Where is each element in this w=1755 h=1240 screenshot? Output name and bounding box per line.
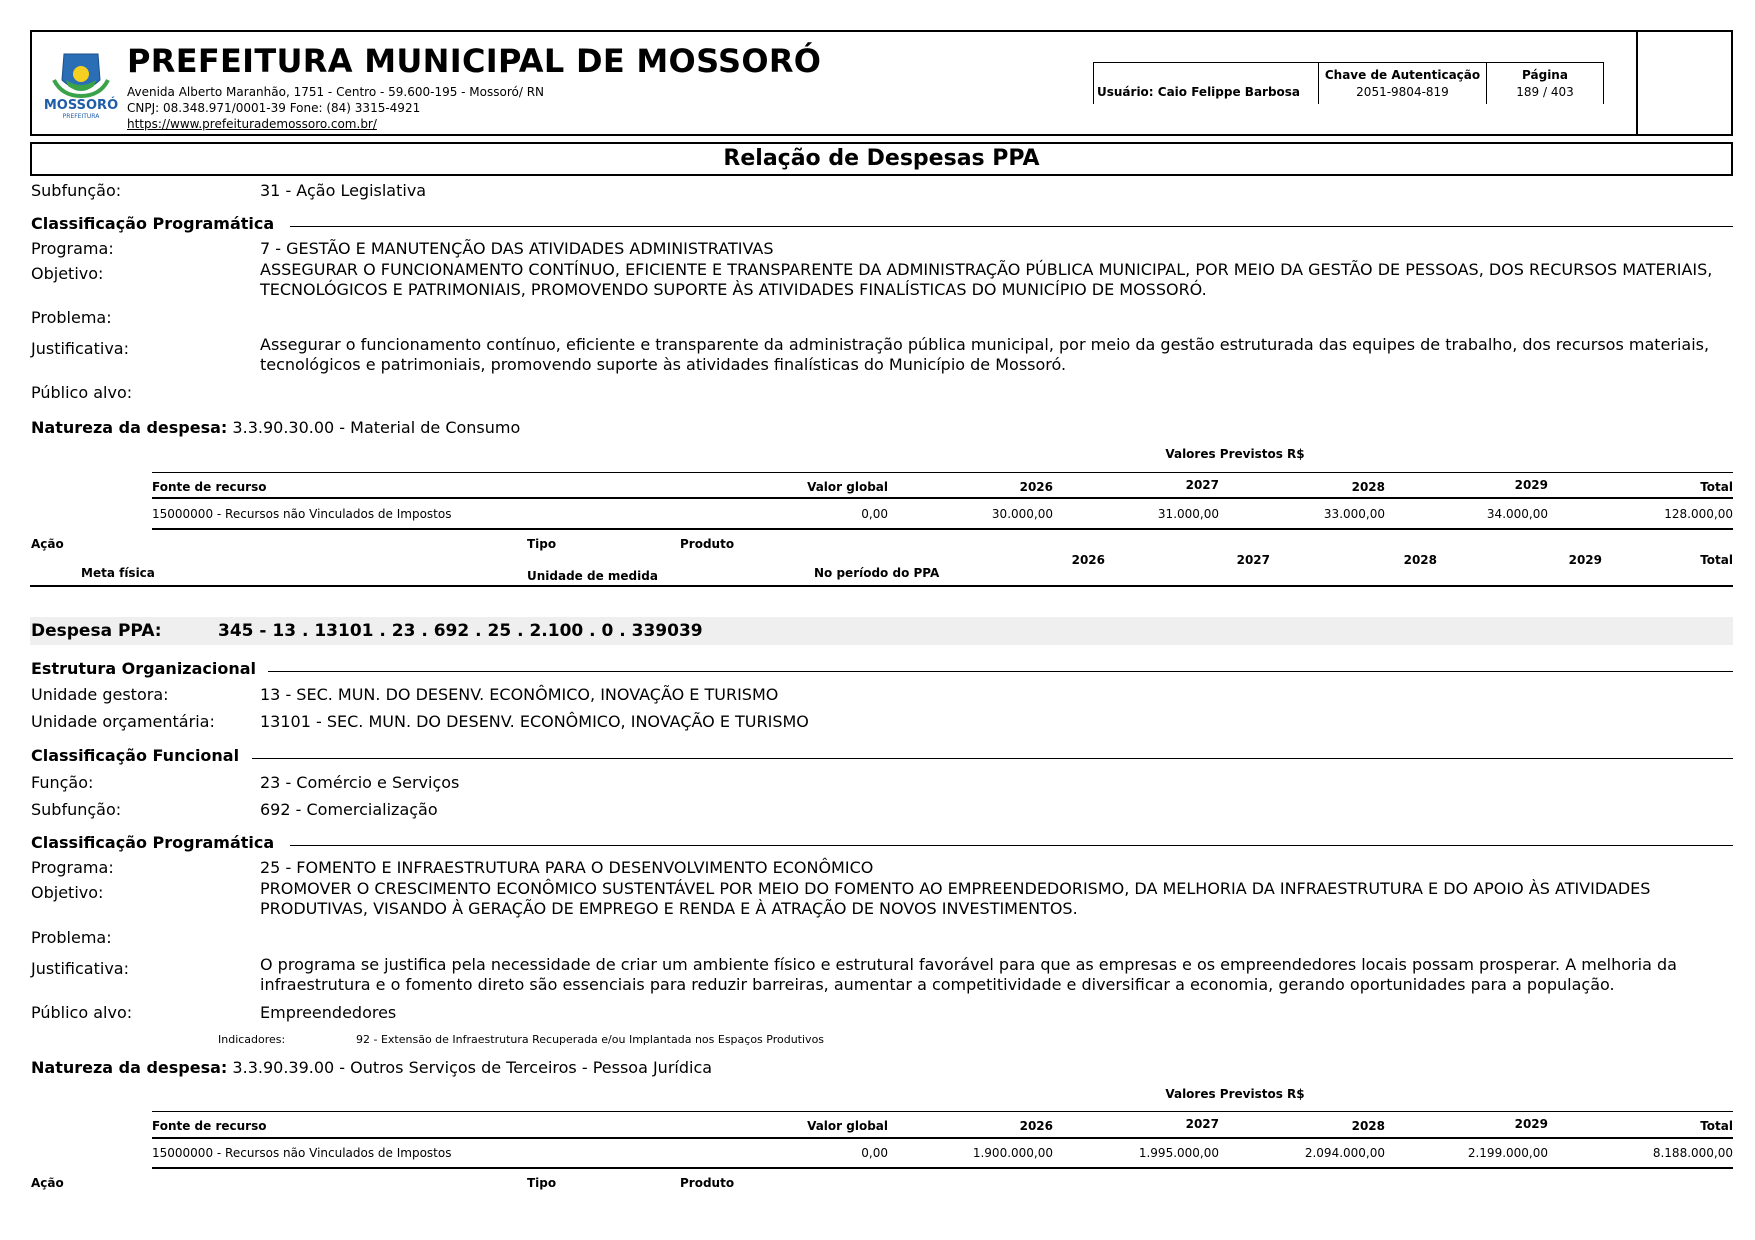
table-row-valor-global: 0,00 [861, 507, 888, 521]
org-address: Avenida Alberto Maranhão, 1751 - Centro - 59.600-195 - Mossoró/ RN [127, 85, 545, 99]
col-fonte: Fonte de recurso [152, 480, 267, 494]
table-row-2028: 2.094.000,00 [1304, 1146, 1385, 1160]
acao-header: Ação [31, 1176, 64, 1190]
objetivo-label: Objetivo: [31, 883, 104, 902]
table-row-2027: 1.995.000,00 [1138, 1146, 1219, 1160]
table-row-fonte: 15000000 - Recursos não Vinculados de Impostos [152, 507, 452, 521]
produto-header: Produto [680, 537, 735, 551]
table-row-total: 128.000,00 [1664, 507, 1733, 521]
acao-header: Ação [31, 537, 64, 551]
subfuncao-label: Subfunção: [31, 181, 122, 200]
col-2026: 2026 [1019, 1119, 1053, 1133]
section-rule [290, 226, 1733, 227]
justificativa-value: Assegurar o funcionamento contínuo, eficiente e transparente da administração pública municipal, por meio da gestão estruturada das equipes de trabalho, dos recursos materiais, tecnológicos e patrimoniais, promovendo suporte às atividades finalísticas do Município de Mossoró. [260, 335, 1710, 374]
periodo-ppa-header: No período do PPA [814, 566, 940, 580]
subfuncao-label: Subfunção: [31, 800, 122, 819]
produto-header: Produto [680, 1176, 735, 1190]
unidade-orcamentaria-label: Unidade orçamentária: [31, 712, 215, 731]
logo-subtext: PREFEITURA [62, 113, 100, 120]
natureza-value: 3.3.90.30.00 - Material de Consumo [232, 418, 521, 437]
auth-key-label: Chave de Autenticação [1324, 68, 1481, 82]
indicadores-label: Indicadores: [218, 1033, 286, 1046]
col-total: Total [1700, 480, 1733, 494]
col-2029: 2029 [1514, 1117, 1548, 1131]
table-row-valor-global: 0,00 [861, 1146, 888, 1160]
natureza-despesa [31, 418, 520, 437]
header-divider [1636, 32, 1638, 136]
acao-2029-header: 2029 [1568, 553, 1602, 567]
funcao-label: Função: [31, 773, 94, 792]
table-rule [152, 497, 1733, 499]
col-valor-global: Valor global [807, 480, 888, 494]
col-2028: 2028 [1351, 1119, 1385, 1133]
subfuncao-value: 31 - Ação Legislativa [260, 181, 427, 200]
org-website-link[interactable]: https://www.prefeiturademossoro.com.br/ [127, 117, 377, 131]
justificativa-value: O programa se justifica pela necessidade de criar um ambiente físico e estrutural favorável para que as empresas e os empreendedores locais possam prosperar. A melhoria da infraestrutura e o fomento direto são essenciais para reduzir barreiras, aumentar a competitividade e diversificar a economia, gerando oportunidades para a população. [260, 955, 1677, 994]
table-rule [152, 472, 1733, 473]
acao-2027-header: 2027 [1236, 553, 1270, 567]
natureza-value: 3.3.90.39.00 - Outros Serviços de Terceiros - Pessoa Jurídica [232, 1058, 713, 1077]
table-row-2026: 30.000,00 [991, 507, 1053, 521]
page-label: Página [1522, 68, 1568, 82]
tipo-header: Tipo [527, 537, 557, 551]
table-rule [152, 1167, 1733, 1169]
acao-2028-header: 2028 [1403, 553, 1437, 567]
org-name: PREFEITURA MUNICIPAL DE MOSSORÓ [127, 42, 822, 80]
page-number: 189 / 403 [1516, 85, 1574, 99]
publico-alvo-label: Público alvo: [31, 383, 133, 402]
section-rule [268, 671, 1733, 672]
unidade-gestora-label: Unidade gestora: [31, 685, 169, 704]
col-2026: 2026 [1019, 480, 1053, 494]
justificativa-label: Justificativa: [31, 959, 129, 978]
col-2027: 2027 [1185, 1117, 1219, 1131]
tipo-header: Tipo [527, 1176, 557, 1190]
col-2029: 2029 [1514, 478, 1548, 492]
programa-value: 7 - GESTÃO E MANUTENÇÃO DAS ATIVIDADES ADMINISTRATIVAS [260, 239, 774, 258]
report-title: Relação de Despesas PPA [30, 142, 1733, 176]
org-cnpj-phone: CNPJ: 08.348.971/0001-39 Fone: (84) 3315-4921 [127, 101, 421, 115]
acao-2026-header: 2026 [1071, 553, 1105, 567]
section-estrutura-organizacional: Estrutura Organizacional [31, 659, 257, 678]
table-rule [152, 1111, 1733, 1112]
programa-value: 25 - FOMENTO E INFRAESTRUTURA PARA O DESENVOLVIMENTO ECONÔMICO [260, 858, 874, 877]
table-row-2027: 31.000,00 [1157, 507, 1219, 521]
programa-label: Programa: [31, 239, 114, 258]
subfuncao-value: 692 - Comercialização [260, 800, 438, 819]
programa-label: Programa: [31, 858, 114, 877]
unidade-orcamentaria-value: 13101 - SEC. MUN. DO DESENV. ECONÔMICO, INOVAÇÃO E TURISMO [260, 712, 809, 731]
unidade-medida-header: Unidade de medida [527, 569, 658, 583]
valores-previstos-title: Valores Previstos R$ [1165, 1087, 1305, 1101]
natureza-label: Natureza da despesa: [31, 1058, 228, 1077]
table-row-2029: 2.199.000,00 [1467, 1146, 1548, 1160]
auth-key-value: 2051-9804-819 [1356, 85, 1449, 99]
page-box [1487, 62, 1604, 104]
table-row-total: 8.188.000,00 [1652, 1146, 1733, 1160]
despesa-ppa-label: Despesa PPA: [31, 621, 162, 641]
org-contact-block [127, 84, 544, 132]
meta-fisica-header: Meta física [81, 566, 155, 580]
col-valor-global: Valor global [807, 1119, 888, 1133]
objetivo-label: Objetivo: [31, 264, 104, 283]
col-2027: 2027 [1185, 478, 1219, 492]
table-row-fonte: 15000000 - Recursos não Vinculados de Impostos [152, 1146, 452, 1160]
section-rule [252, 758, 1733, 759]
col-2028: 2028 [1351, 480, 1385, 494]
section-rule [290, 845, 1733, 846]
table-rule [152, 528, 1733, 530]
valores-previstos-title: Valores Previstos R$ [1165, 447, 1305, 461]
problema-label: Problema: [31, 928, 112, 947]
logo-text: MOSSORÓ [43, 98, 119, 113]
publico-alvo-label: Público alvo: [31, 1003, 133, 1022]
unidade-gestora-value: 13 - SEC. MUN. DO DESENV. ECONÔMICO, INOVAÇÃO E TURISMO [260, 685, 779, 704]
despesa-ppa-code: 345 - 13 . 13101 . 23 . 692 . 25 . 2.100 . 0 . 339039 [218, 621, 703, 641]
acao-total-header: Total [1700, 553, 1733, 567]
natureza-label: Natureza da despesa: [31, 418, 228, 437]
natureza-despesa [31, 1058, 712, 1077]
problema-label: Problema: [31, 308, 112, 327]
table-row-2028: 33.000,00 [1323, 507, 1385, 521]
user-name: Usuário: Caio Felippe Barbosa [1093, 62, 1319, 104]
table-rule [152, 1137, 1733, 1139]
objetivo-value: ASSEGURAR O FUNCIONAMENTO CONTÍNUO, EFICIENTE E TRANSPARENTE DA ADMINISTRAÇÃO PÚBLICA MUNICIPAL, POR MEIO DA GESTÃO DE PESSOAS, DOS RECURSOS MATERIAIS, TECNOLÓGICOS E PATRIMONIAIS, PROMOVENDO SUPORTE ÀS ATIVIDADES FINALÍSTICAS DO MUNICÍPIO DE MOSSORÓ. [260, 260, 1713, 299]
table-row-2026: 1.900.000,00 [972, 1146, 1053, 1160]
funcao-value: 23 - Comércio e Serviços [260, 773, 460, 792]
col-fonte: Fonte de recurso [152, 1119, 267, 1133]
table-rule [30, 585, 1733, 587]
objetivo-value: PROMOVER O CRESCIMENTO ECONÔMICO SUSTENTÁVEL POR MEIO DO FOMENTO AO EMPREENDEDORISMO, DA MELHORIA DA INFRAESTRUTURA E DO APOIO ÀS ATIVIDADES PRODUTIVAS, VISANDO À GERAÇÃO DE EMPREGO E RENDA E À ATRAÇÃO DE NOVOS INVESTIMENTOS. [260, 879, 1651, 918]
publico-alvo-value: Empreendedores [260, 1003, 397, 1022]
section-classificacao-programatica: Classificação Programática [31, 833, 275, 852]
table-row-2029: 34.000,00 [1486, 507, 1548, 521]
mossoro-logo [42, 50, 120, 125]
indicadores-value: 92 - Extensão de Infraestrutura Recuperada e/ou Implantada nos Espaços Produtivos [356, 1033, 825, 1046]
section-classificacao-programatica: Classificação Programática [31, 214, 275, 233]
section-classificacao-funcional: Classificação Funcional [31, 746, 240, 765]
col-total: Total [1700, 1119, 1733, 1133]
auth-key-box [1319, 62, 1487, 104]
justificativa-label: Justificativa: [31, 339, 129, 358]
